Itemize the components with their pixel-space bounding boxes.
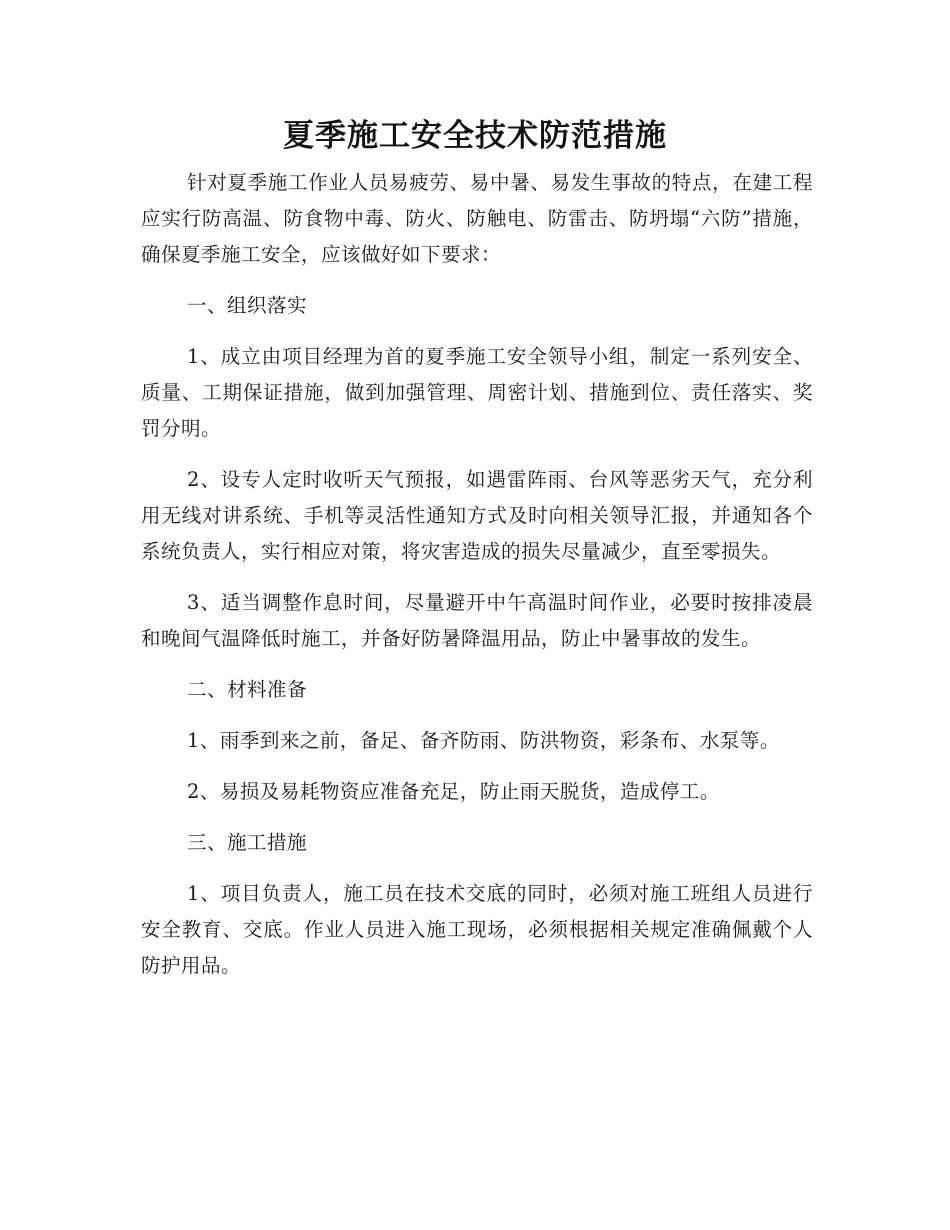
intro-paragraph: 针对夏季施工作业人员易疲劳、易中暑、易发生事故的特点，在建工程应实行防高温、防食物中毒、防火、防触电、防雷击、防坍塌“六防”措施，确保夏季施工安全，应该做好如下要求： — [141, 171, 813, 266]
section2-item-2: 2、易损及易耗物资应准备充足，防止雨天脱货，造成停工。 — [187, 780, 720, 803]
section3-item-1: 1、项目负责人，施工员在技术交底的同时，必须对施工班组人员进行安全教育、交底。作业人员进入施工现场，必须根据相关规定准确佩戴个人防护用品。 — [141, 882, 813, 977]
section1-item-1: 1、成立由项目经理为首的夏季施工安全领导小组，制定一系列安全、质量、工期保证措施，做到加强管理、周密计划、措施到位、责任落实、奖罚分明。 — [141, 345, 813, 440]
section1-item-2: 2、设专人定时收听天气预报，如遇雷阵雨、台风等恶劣天气，充分利用无线对讲系统、手机等灵活性通知方式及时向相关领导汇报，并通知各个系统负责人，实行相应对策，将灾害造成的损失尽量减少，直至零损失。 — [141, 468, 813, 563]
section-heading-materials: 二、材料准备 — [187, 678, 308, 701]
section1-item-3: 3、适当调整作息时间，尽量避开中午高温时间作业，必要时按排凌晨和晚间气温降低时施工，并备好防暑降温用品，防止中暑事故的发生。 — [141, 591, 813, 650]
section2-item-1: 1、雨季到来之前，备足、备齐防雨、防洪物资，彩条布、水泵等。 — [187, 729, 780, 752]
section-heading-organization: 一、组织落实 — [187, 294, 308, 317]
section-heading-construction: 三、施工措施 — [187, 831, 308, 854]
document-title: 夏季施工安全技术防范措施 — [283, 118, 667, 154]
document-body — [141, 165, 813, 999]
